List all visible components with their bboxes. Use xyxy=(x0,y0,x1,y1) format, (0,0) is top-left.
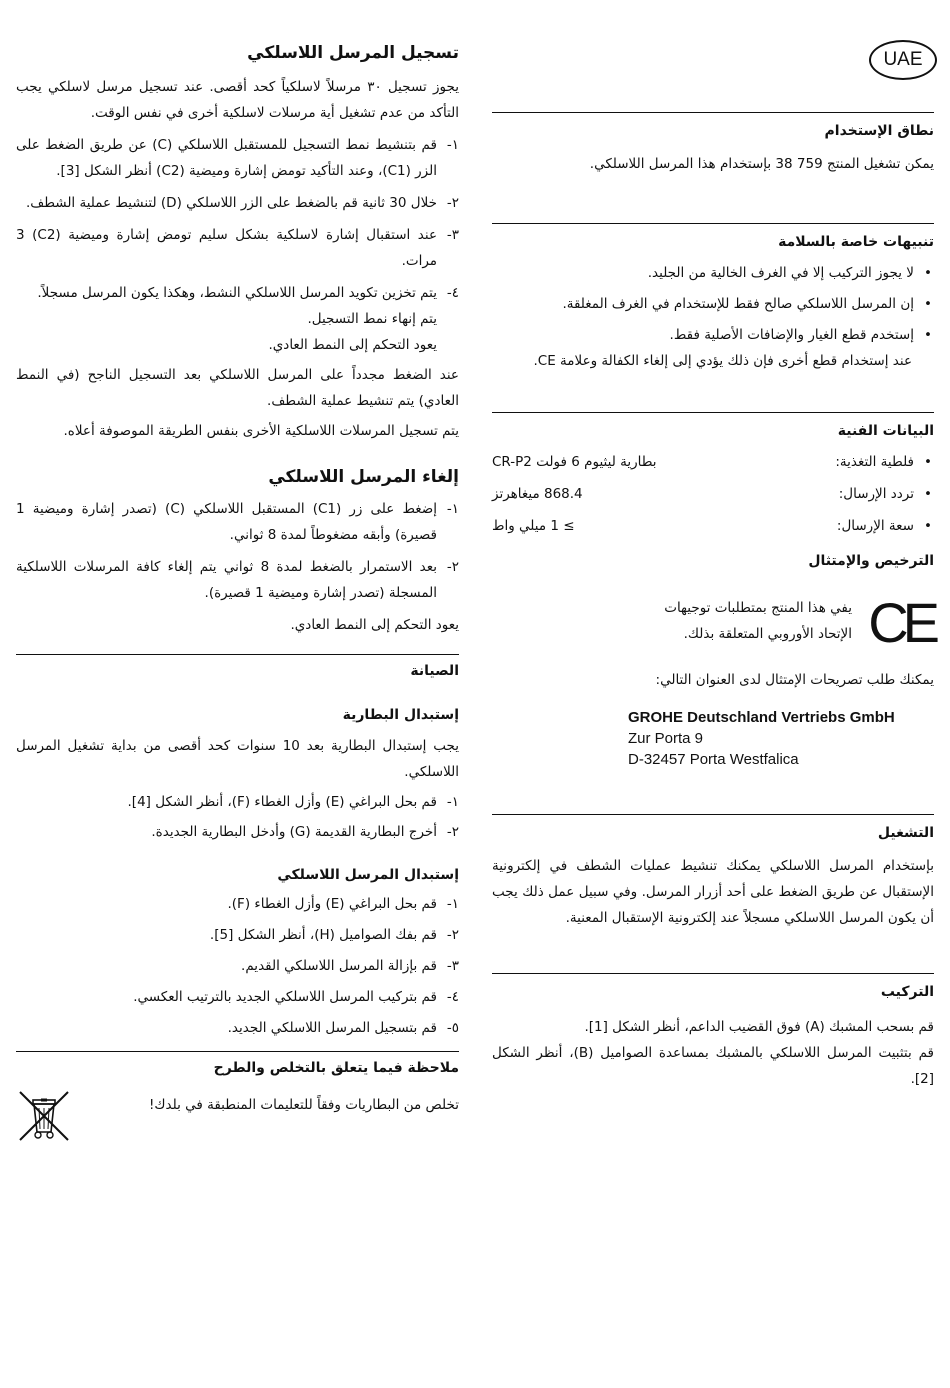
address-company: GROHE Deutschland Vertriebs GmbH xyxy=(628,709,895,726)
transmitter-step: ٢- قم بفك الصواميل (H)، أنظر الشكل [5]. xyxy=(209,927,459,943)
left-column xyxy=(16,0,459,1152)
transmitter-step: ١- قم بحل البراغي (E) وأزل الغطاء (F). xyxy=(227,896,459,912)
right-column xyxy=(492,0,934,1092)
safety-item: • إستخدم قطع الغيار والإضافات الأصلية فقط. xyxy=(492,322,934,348)
ce-text: يفي هذا المنتج بمتطلبات توجيهات الإتحاد الأوروبي المتعلقة بذلك. xyxy=(664,600,852,642)
spec-label: • سعة الإرسال: xyxy=(837,513,934,539)
safety-item: • إن المرسل اللاسلكي صالح فقط للإستخدام في الغرف المغلقة. xyxy=(492,291,934,317)
crossed-bin-icon xyxy=(16,1088,72,1144)
ce-mark-icon: CE xyxy=(868,591,934,654)
installation-title: التركيب xyxy=(880,984,934,1000)
licensing-title: الترخيص والإمتثال xyxy=(808,553,934,569)
country-badge: UAE xyxy=(869,40,937,80)
cancel-step: ١- إضغط على زر (C1) المستقبل اللاسلكي (C) (تصدر إشارة وميضية 1 قصيرة) وأبقه مضغوطاً لمدة 8 ثواني. xyxy=(16,501,459,543)
safety-title: تنبيهات خاصة بالسلامة xyxy=(778,234,934,250)
battery-text: يجب إستبدال البطارية بعد 10 سنوات كحد أقصى من بداية تشغيل المرسل اللاسلكي. xyxy=(16,738,459,780)
safety-note: عند إستخدام قطع أخرى فإن ذلك يؤدي إلى إلغاء الكفالة وعلامة CE. xyxy=(533,353,912,369)
register-sub: يعود التحكم إلى النمط العادي. xyxy=(268,337,437,353)
cancel-footer: يعود التحكم إلى النمط العادي. xyxy=(290,617,459,633)
transmitter-step: ٤- قم بتركيب المرسل اللاسلكي الجديد بالترتيب العكسي. xyxy=(133,989,459,1005)
maintenance-title: الصيانة xyxy=(410,663,459,679)
installation-line: قم بتثبيت المرسل اللاسلكي بالمشبك بمساعدة الصواميل (B)، أنظر الشكل [2]. xyxy=(492,1045,935,1087)
spec-row xyxy=(492,513,934,545)
transmitter-title: إستبدال المرسل اللاسلكي xyxy=(277,867,459,883)
spec-row xyxy=(492,481,934,513)
register-title: تسجيل المرسل اللاسلكي xyxy=(247,43,459,63)
spec-value: ≥ 1 ميلي واط xyxy=(492,518,575,534)
address-city: D-32457 Porta Westfalica xyxy=(628,751,799,768)
spec-value: بطارية ليثيوم 6 فولت CR-P2 xyxy=(492,454,657,470)
register-step: ٢- خلال 30 ثانية قم بالضغط على الزر اللاسلكي (D) لتنشيط عملية الشطف. xyxy=(25,195,459,211)
register-sub: يتم إنهاء نمط التسجيل. xyxy=(307,311,437,327)
address-street: Zur Porta 9 xyxy=(628,730,704,747)
installation-line: قم بسحب المشبك (A) فوق القضيب الداعم، أنظر الشكل [1]. xyxy=(584,1019,934,1035)
cancel-step: ٢- بعد الاستمرار بالضغط لمدة 8 ثواني يتم إلغاء كافة المرسلات اللاسلكية المسجلة (تصدر إشارة وميضية 1 قصيرة). xyxy=(16,559,459,601)
battery-step: ١- قم بحل البراغي (E) وأزل الغطاء (F)، أنظر الشكل [4]. xyxy=(127,794,459,810)
disposal-block xyxy=(16,1088,459,1152)
battery-step: ٢- أخرج البطارية القديمة (G) وأدخل البطارية الجديدة. xyxy=(151,824,459,840)
register-intro: يجوز تسجيل ٣٠ مرسلاً لاسلكياً كحد أقصى. عند تسجيل مرسل لاسلكي يجب التأكد من عدم تشغيل أية مرسلات لاسلكية أخرى في نفس الوقت. xyxy=(16,79,459,121)
operation-text: بإستخدام المرسل اللاسلكي يمكنك تنشيط عمليات الشطف في إلكترونية الإستقبال عن طريق الضغط على أحد أزرار المرسل. وفي سبيل عمل ذلك يجب أن يكون المرسل اللاسلكي مسجلاً عند إلكترونية الإستقبال المعنية. xyxy=(492,858,934,926)
register-step: ٣- عند استقبال إشارة لاسلكية بشكل سليم تومض إشارة وميضية (C2) 3 مرات. xyxy=(16,227,459,269)
spec-label: • تردد الإرسال: xyxy=(839,481,934,507)
spec-value: 868.4 ميغاهرتز xyxy=(492,486,583,502)
transmitter-step: ٣- قم بإزالة المرسل اللاسلكي القديم. xyxy=(241,958,459,974)
spec-row xyxy=(492,449,934,481)
register-step: ١- قم بتنشيط نمط التسجيل للمستقبل اللاسلكي (C) عن طريق الضغط على الزر (C1)، وعند التأكيد تومض إشارة وميضية (C2) أنظر الشكل [3]. xyxy=(16,137,459,179)
register-step: ٤- يتم تخزين تكويد المرسل اللاسلكي النشط، وهكذا يكون المرسل مسجلاً. xyxy=(37,285,459,301)
ce-block xyxy=(492,587,934,667)
technical-title: البيانات الفنية xyxy=(837,423,934,439)
cancel-title: إلغاء المرسل اللاسلكي xyxy=(268,467,459,487)
scope-title: نطاق الإستخدام xyxy=(824,123,934,139)
scope-text: يمكن تشغيل المنتج 759 38 بإستخدام هذا المرسل اللاسلكي. xyxy=(589,156,934,172)
safety-item: • لا يجوز التركيب إلا في الغرف الخالية من الجليد. xyxy=(492,260,934,286)
register-more: يتم تسجيل المرسلات اللاسلكية الأخرى بنفس الطريقة الموصوفة أعلاه. xyxy=(63,423,459,439)
register-after: عند الضغط مجدداً على المرسل اللاسلكي بعد التسجيل الناجح (في النمط العادي) يتم تنشيط عملية الشطف. xyxy=(16,367,459,409)
battery-title: إستبدال البطارية xyxy=(342,707,459,723)
transmitter-step: ٥- قم بتسجيل المرسل اللاسلكي الجديد. xyxy=(227,1020,459,1036)
spec-label: • فلطية التغذية: xyxy=(835,449,934,475)
operation-title: التشغيل xyxy=(877,825,934,841)
address-block xyxy=(492,707,934,770)
disposal-text: تخلص من البطاريات وفقاً للتعليمات المنطبقة في بلدك! xyxy=(148,1097,459,1113)
licensing-request: يمكنك طلب تصريحات الإمتثال لدى العنوان التالي: xyxy=(655,672,934,688)
disposal-title: ملاحظة فيما يتعلق بالتخلص والطرح xyxy=(213,1060,459,1076)
